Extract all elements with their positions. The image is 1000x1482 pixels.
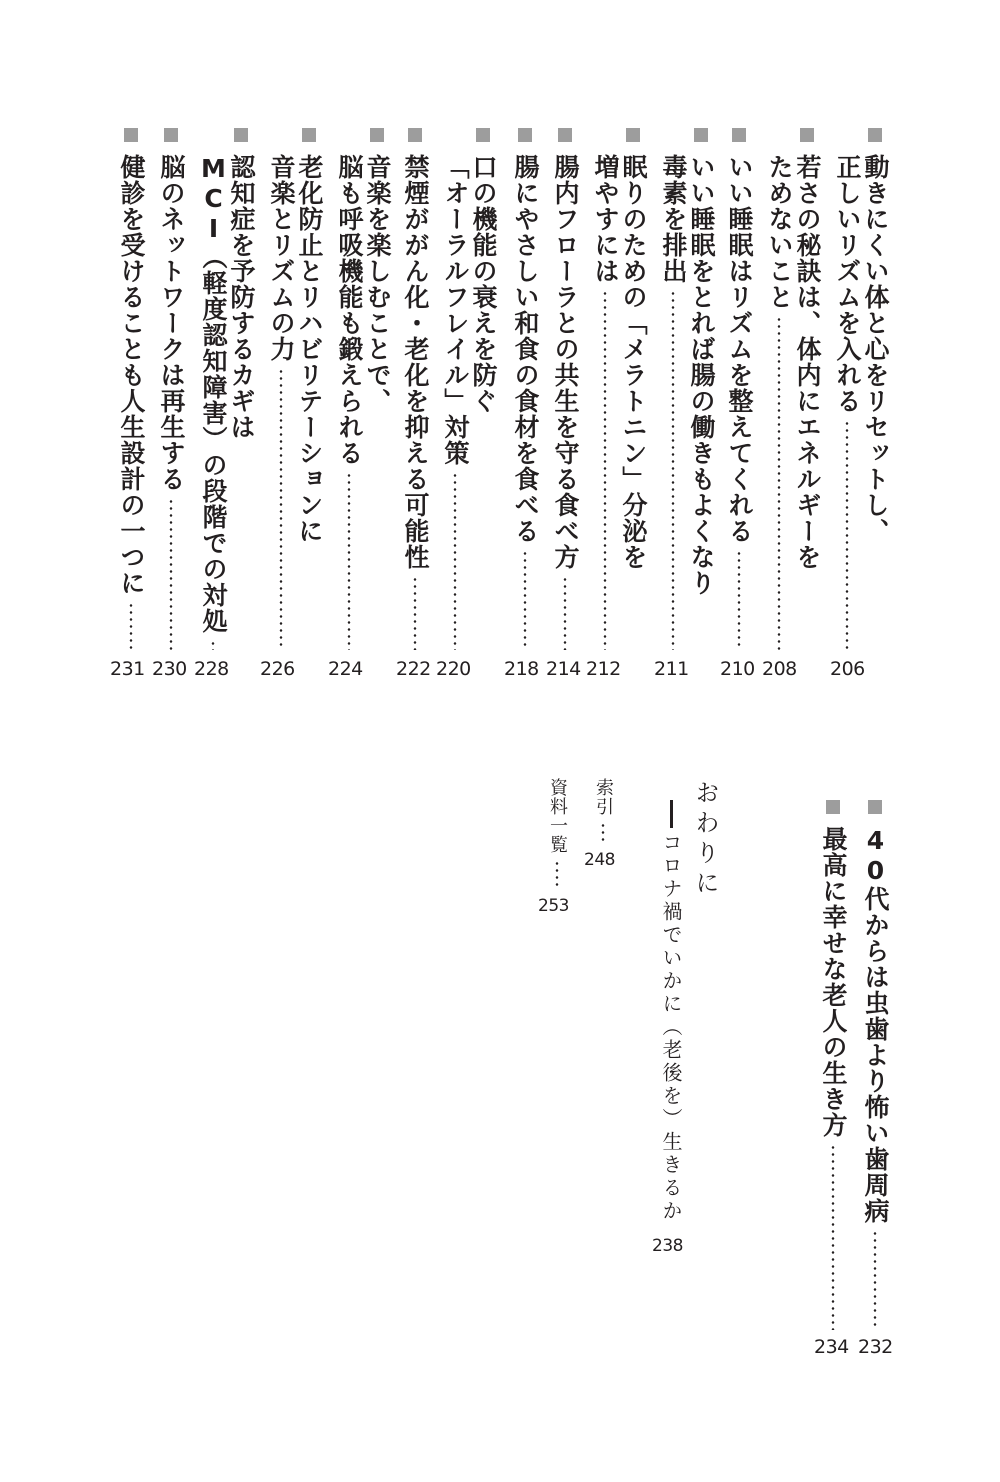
- bullet-square-icon: [800, 128, 814, 142]
- afterword-subtitle: コロナ禍でいかに（老後を）生きるか: [659, 832, 683, 1223]
- toc-entry-title-cont: 毒素を排出: [659, 154, 688, 284]
- toc-page-number: 208: [762, 658, 797, 680]
- toc-entry-line: [860, 800, 890, 1330]
- bullet-square-icon: [868, 128, 882, 142]
- toc-entry-title: 音楽を楽しむことで、: [363, 154, 392, 414]
- toc-entry-title-cont: 脳も呼吸機能も鍛えられる: [335, 154, 364, 466]
- bullet-square-icon: [302, 128, 316, 142]
- dotted-leader: [845, 420, 849, 650]
- toc-page-number: 224: [328, 658, 363, 680]
- toc-entry-line: [792, 128, 822, 650]
- dotted-leader: [671, 290, 675, 650]
- bullet-square-icon: [234, 128, 248, 142]
- toc-entry-line: [226, 128, 256, 650]
- toc-entry-title: いい睡眠はリズムを整えてくれる: [725, 154, 754, 544]
- dotted-leader: [129, 602, 133, 650]
- bullet-square-icon: [476, 128, 490, 142]
- toc-page-number: 228: [194, 658, 229, 680]
- toc-entry-title-cont: ためないこと: [765, 154, 794, 310]
- toc-entry-title-cont: 増やすには: [591, 154, 620, 284]
- em-dash-icon: [670, 800, 673, 828]
- index-entry: [588, 778, 618, 844]
- toc-entry-line: [294, 128, 324, 650]
- toc-entry-line: [832, 154, 862, 650]
- toc-page-number: 206: [830, 658, 865, 680]
- toc-entry-line: [156, 128, 186, 650]
- toc-entry-line: [266, 154, 296, 650]
- toc-entry-line: [818, 800, 848, 1330]
- dotted-leader: [737, 550, 741, 650]
- sources-label: 資料一覧: [547, 778, 568, 854]
- dotted-leader: [413, 576, 417, 650]
- afterword-title: おわりに: [691, 780, 719, 900]
- bullet-square-icon: [558, 128, 572, 142]
- dotted-leader: [563, 576, 567, 650]
- dotted-leader: [279, 368, 283, 650]
- toc-entry-title: 眠りのための「メラトニン」分泌を: [619, 154, 648, 570]
- toc-page-number: 210: [720, 658, 755, 680]
- toc-entry-title: 腸内フローラとの共生を守る食べ方: [551, 154, 580, 570]
- bullet-square-icon: [408, 128, 422, 142]
- toc-entry-title: 動きにくい体と心をリセットし、: [861, 154, 890, 544]
- toc-entry-title-cont: MCI（軽度認知障害）の段階での対処: [199, 154, 228, 634]
- toc-entry-line: [400, 128, 430, 650]
- toc-entry-line: [724, 128, 754, 650]
- toc-page-number: 253: [538, 896, 569, 916]
- toc-page-number: 218: [504, 658, 539, 680]
- toc-page-number: 230: [152, 658, 187, 680]
- dotted-leader: [347, 472, 351, 650]
- toc-page-number: 226: [260, 658, 295, 680]
- toc-entry-line: [658, 154, 688, 650]
- toc-entry-title: 老化防止とリハビリテーションに: [295, 154, 324, 544]
- toc-page-number: 248: [584, 850, 615, 870]
- bullet-square-icon: [626, 128, 640, 142]
- afterword-subtitle-line: [656, 800, 686, 1230]
- toc-entry-title-cont: 音楽とリズムの力: [267, 154, 296, 362]
- bullet-square-icon: [370, 128, 384, 142]
- toc-entry-line: [686, 128, 716, 650]
- toc-entry-line: [198, 154, 228, 650]
- sources-entry: [542, 778, 572, 890]
- toc-page-number: 232: [858, 1336, 893, 1358]
- toc-entry-title: 認知症を予防するカギは: [227, 154, 256, 440]
- toc-page-number: 212: [586, 658, 621, 680]
- toc-entry-title: 最高に幸せな老人の生き方: [819, 826, 848, 1138]
- toc-entry-line: [764, 154, 794, 650]
- toc-entry-title: 口の機能の衰えを防ぐ: [469, 154, 498, 414]
- toc-page-number: 220: [436, 658, 471, 680]
- bullet-square-icon: [868, 800, 882, 814]
- dotted-leader: [601, 822, 605, 844]
- bullet-square-icon: [518, 128, 532, 142]
- toc-page-number: 214: [546, 658, 581, 680]
- dotted-leader: [831, 1144, 835, 1330]
- index-label: 索引: [593, 778, 614, 816]
- toc-page-number: 222: [396, 658, 431, 680]
- toc-entry-title: いい睡眠をとれば腸の働きもよくなり: [687, 154, 716, 596]
- toc-page-number: 238: [652, 1236, 683, 1256]
- toc-entry-line: [510, 128, 540, 650]
- toc-entry-title: 腸にやさしい和食の食材を食べる: [511, 154, 540, 544]
- toc-entry-title-cont: 「オーラルフレイル」対策: [441, 154, 470, 466]
- dotted-leader: [777, 316, 781, 650]
- dotted-leader: [555, 860, 559, 890]
- toc-entry-line: [468, 128, 498, 650]
- bullet-square-icon: [826, 800, 840, 814]
- dotted-leader: [669, 1229, 673, 1230]
- dotted-leader: [873, 1230, 877, 1330]
- bullet-square-icon: [732, 128, 746, 142]
- bullet-square-icon: [694, 128, 708, 142]
- toc-entry-title: 脳のネットワークは再生する: [157, 154, 186, 492]
- dotted-leader: [523, 550, 527, 650]
- bullet-square-icon: [124, 128, 138, 142]
- toc-entry-line: [550, 128, 580, 650]
- toc-entry-line: [362, 128, 392, 650]
- toc-entry-title-cont: 正しいリズムを入れる: [833, 154, 862, 414]
- bullet-square-icon: [164, 128, 178, 142]
- afterword-heading: [690, 780, 720, 900]
- toc-entry-title: 禁煙ががん化・老化を抑える可能性: [401, 154, 430, 570]
- dotted-leader: [453, 472, 457, 650]
- toc-entry-line: [440, 154, 470, 650]
- toc-entry-line: [590, 154, 620, 650]
- dotted-leader: [169, 498, 173, 650]
- toc-entry-line: [334, 154, 364, 650]
- toc-page-number: 231: [110, 658, 145, 680]
- toc-page-number: 234: [814, 1336, 849, 1358]
- toc-entry-title: 40代からは虫歯より怖い歯周病: [861, 826, 890, 1224]
- toc-entry-title: 若さの秘訣は、体内にエネルギーを: [793, 154, 822, 570]
- toc-page-number: 211: [654, 658, 689, 680]
- toc-entry-line: [618, 128, 648, 650]
- toc-entry-line: [860, 128, 890, 650]
- dotted-leader: [211, 640, 215, 650]
- toc-entry-line: [116, 128, 146, 650]
- toc-entry-title: 健診を受けることも人生設計の一つに: [117, 154, 146, 596]
- dotted-leader: [603, 290, 607, 650]
